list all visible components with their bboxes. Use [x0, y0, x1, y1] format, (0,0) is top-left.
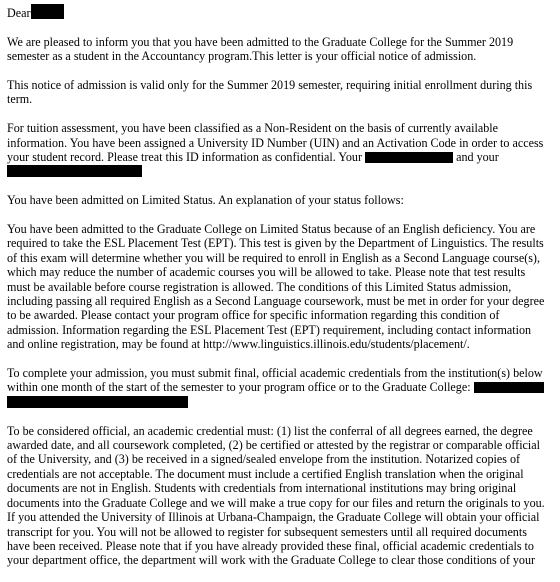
text-line: your department office, the department will work with the Graduate College to clear those conditions of your [7, 553, 536, 568]
salutation-line [7, 4, 555, 20]
text-line: documents are not in English. Students with credentials from international institutions may bring original [7, 481, 517, 496]
redacted-institution [474, 382, 544, 393]
text-line: To complete your admission, you must submit final, official academic credentials from the institution(s) below [7, 366, 543, 381]
text-line: This notice of admission is valid only for the Summer 2019 semester, requiring initial enrollment during this [7, 78, 533, 92]
redacted-uin [365, 152, 453, 163]
text-line: admission. Information regarding the ESL Placement Test (EPT) requirement, including contact information [7, 322, 532, 337]
text-line [7, 164, 555, 178]
uin-sentence-suffix: and your [456, 150, 499, 165]
esl-paragraph [7, 222, 555, 352]
text-line: transcript for you. You will not be allowed to register for subsequent semesters until all required documents [7, 524, 527, 539]
text-line: of the University, and (3) be received in a signed/sealed envelope from the institution. Notarized copies of [7, 452, 521, 467]
official-credential-paragraph [7, 424, 555, 568]
text-line [7, 150, 555, 164]
text-line: You have been admitted to the Graduate College on Limited Status because of an English deficiency. You are [7, 222, 536, 237]
tuition-paragraph [7, 121, 555, 179]
credentials-paragraph [7, 366, 555, 409]
text-line: to be awarded. Please contact your program office for specific information regarding this condition of [7, 308, 500, 323]
text-line: credentials are not acceptable. The document must include a certified English translation when the original [7, 466, 524, 481]
redacted-institution-name [7, 396, 188, 408]
text-line: information. You have been assigned a University ID Number (UIN) and an Activation Code in order to access [7, 135, 544, 150]
validity-paragraph [7, 78, 555, 107]
text-line: have been received. Please note that if you have already provided these final, official academic credentials to [7, 538, 534, 553]
text-line: awarded date, and all coursework completed, (2) be certified or attested by the registrar or comparable official [7, 438, 541, 453]
redacted-activation-code [7, 165, 142, 177]
admission-letter [7, 4, 555, 582]
text-line: and online registration, may be found at http://www.linguistics.illinois.edu/students/placement/. [7, 337, 470, 352]
text-line: To be considered official, an academic credential must: (1) list the conferral of all degrees earned, the degree [7, 423, 533, 438]
limited-status-intro [7, 193, 555, 207]
salutation-text: Dear [7, 6, 31, 20]
uin-sentence-prefix: your student record. Please treat this ID information as confidential. Your [7, 150, 363, 165]
text-line [7, 395, 555, 409]
text-line: For tuition assessment, you have been classified as a Non-Resident on the basis of currently available [7, 121, 499, 136]
text-line: documents into the Graduate College and we will make a true copy for our files and return the originals to you. [7, 495, 545, 510]
text-line: If you attended the University of Illinois at Urbana-Champaign, the Graduate College will obtain your official [7, 510, 540, 525]
text-line: term. [7, 92, 33, 107]
text-line [7, 380, 555, 394]
text-line: must be available before course registration is allowed. The conditions of this Limited Status admission, [7, 279, 512, 294]
text-line: You have been admitted on Limited Status. An explanation of your status follows: [7, 193, 404, 208]
redacted-name [31, 4, 64, 19]
salutation [7, 4, 555, 20]
text-line: We are pleased to inform you that you have been admitted to the Graduate College for the Summer 2019 [7, 34, 514, 49]
text-line: of this exam will determine whether you will be required to enroll in English as a Second Language course(s), [7, 250, 540, 265]
admission-paragraph [7, 35, 555, 64]
text-line: required to take the ESL Placement Test (EPT). This test is given by the Department of Linguistics. The results [7, 236, 544, 251]
text-line: semester as a student in the Accountancy program.This letter is your official notice of admission. [7, 49, 477, 64]
text-line: including passing all required English as a Second Language coursework, must be met in order for your degree [7, 294, 545, 309]
text-line: which may reduce the number of academic courses you will be allowed to take. Please note that test results [7, 265, 526, 280]
credentials-sentence: within one month of the start of the semester to your program office or to the Graduate College: [7, 380, 471, 395]
